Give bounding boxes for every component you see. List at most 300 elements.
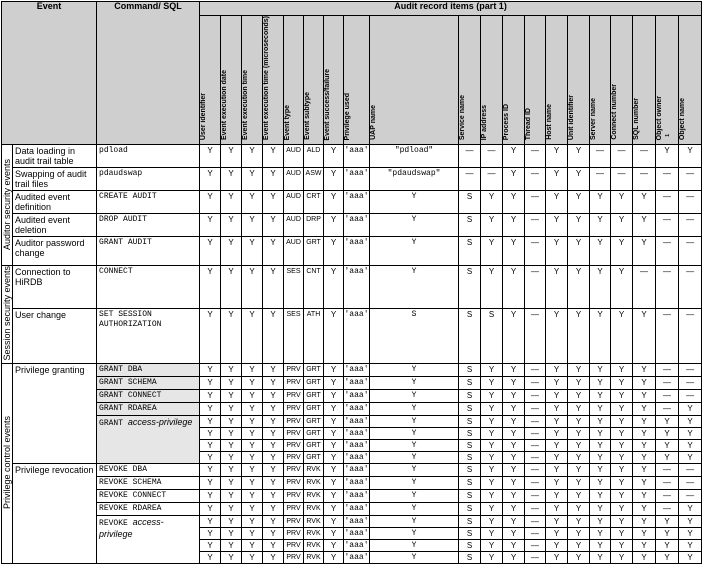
value-cell: Y	[242, 476, 263, 489]
value-cell: Y	[324, 191, 344, 214]
command-cell	[97, 502, 200, 515]
value-cell: GRT	[304, 439, 324, 451]
command-cell	[97, 389, 200, 402]
value-cell: Y	[503, 476, 525, 489]
column-header	[459, 16, 481, 145]
value-cell: Y	[370, 551, 459, 563]
value-cell: Y	[546, 415, 568, 427]
value-cell: —	[656, 309, 679, 363]
column-header-label: Host name	[546, 104, 554, 141]
value-cell: Y	[590, 515, 611, 527]
column-header	[546, 16, 568, 145]
value-cell: PRV	[284, 502, 304, 515]
command-text: GRANT RDAREA	[99, 403, 157, 413]
value-cell: Y	[590, 551, 611, 563]
event-cell: Privilege revocation	[13, 463, 97, 563]
value-cell: Y	[370, 527, 459, 539]
value-cell: Y	[590, 489, 611, 502]
command-cell	[97, 463, 200, 476]
value-cell: Y	[546, 551, 568, 563]
value-cell: Y	[324, 266, 344, 309]
value-cell: Y	[611, 463, 633, 476]
table-body	[2, 145, 702, 564]
value-cell: 'aaa'	[344, 416, 369, 426]
value-cell: Y	[590, 415, 611, 427]
value-cell: SES	[284, 266, 304, 309]
value-cell: Y	[370, 427, 459, 439]
value-cell: Y	[590, 476, 611, 489]
value-cell: Y	[370, 214, 459, 237]
value-cell: Y	[503, 237, 525, 266]
value-cell: S	[459, 402, 481, 415]
command-cell	[97, 191, 200, 214]
value-cell: —	[656, 476, 679, 489]
value-cell: S	[459, 389, 481, 402]
value-cell: S	[459, 551, 481, 563]
value-cell: Y	[503, 168, 525, 191]
value-cell: Y	[633, 463, 656, 476]
value-cell: Y	[370, 237, 459, 266]
value-cell: Y	[242, 415, 263, 427]
value-cell: Y	[546, 476, 568, 489]
value-cell: S	[459, 309, 481, 363]
value-cell: Y	[679, 402, 702, 415]
value-cell: Y	[503, 451, 525, 463]
value-cell: Y	[324, 551, 344, 563]
command-text: GRANT SCHEMA	[99, 377, 157, 387]
column-header-label: Event success/failure	[324, 68, 332, 141]
column-header-label: Process ID	[503, 103, 511, 141]
value-cell: Y	[221, 476, 242, 489]
value-cell: 'aaa'	[344, 402, 370, 415]
value-cell: Y	[221, 402, 242, 415]
value-cell: S	[459, 376, 481, 389]
command-cell	[97, 266, 200, 309]
value-cell: Y	[481, 237, 503, 266]
value-cell: RVK	[304, 463, 324, 476]
value-cell: Y	[503, 527, 525, 539]
value-cell: Y	[221, 427, 242, 439]
value-cell: Y	[324, 363, 344, 376]
value-cell: Y	[679, 515, 702, 527]
value-cell: Y	[503, 214, 525, 237]
value-cell: Y	[679, 145, 702, 168]
column-header-label: Object name	[679, 98, 687, 141]
value-cell: Y	[546, 489, 568, 502]
event-cell: Audited event definition	[13, 191, 97, 214]
value-cell: Y	[481, 476, 503, 489]
command-text: GRANT DBA	[99, 364, 143, 374]
value-cell: PRV	[284, 402, 304, 415]
value-cell: —	[481, 168, 503, 191]
value-cell: RVK	[304, 489, 324, 502]
column-header-label: Event type	[284, 104, 292, 141]
access-privilege-text: access-	[132, 516, 164, 527]
command-cell	[97, 515, 200, 563]
value-cell: 'aaa'	[344, 452, 369, 462]
value-cell: Y	[590, 527, 611, 539]
value-cell: —	[525, 402, 546, 415]
value-cell: Y	[546, 402, 568, 415]
value-cell: GRT	[304, 389, 324, 402]
value-cell: Y	[633, 439, 656, 451]
value-cell: Y	[633, 376, 656, 389]
value-cell: 'aaa'	[344, 376, 370, 389]
audit-items-header: Audit record items (part 1)	[200, 2, 702, 16]
value-cell: S	[459, 266, 481, 309]
value-cell: Y	[633, 191, 656, 214]
value-cell: —	[679, 214, 702, 237]
command-text: GRANT AUDIT	[99, 238, 152, 248]
value-cell: Y	[370, 489, 459, 502]
value-cell: PRV	[284, 527, 304, 539]
column-header	[503, 16, 525, 145]
value-cell: Y	[568, 476, 590, 489]
column-header	[481, 16, 503, 145]
value-cell: Y	[324, 515, 344, 527]
value-cell: Y	[324, 427, 344, 439]
value-cell: Y	[263, 415, 284, 427]
value-cell: Y	[221, 451, 242, 463]
event-cell: Privilege granting	[13, 363, 97, 463]
column-header	[370, 16, 459, 145]
value-cell: Y	[546, 214, 568, 237]
value-cell: Y	[242, 214, 263, 237]
value-cell: —	[525, 363, 546, 376]
column-header	[284, 16, 304, 145]
value-cell: Y	[200, 551, 221, 563]
value-cell: Y	[611, 539, 633, 551]
value-cell: —	[679, 237, 702, 266]
value-cell: Y	[503, 502, 525, 515]
value-cell: Y	[503, 309, 525, 363]
access-privilege-text: privilege	[99, 528, 133, 539]
value-cell: S	[459, 415, 481, 427]
value-cell: RVK	[304, 527, 324, 539]
value-cell: Y	[200, 402, 221, 415]
value-cell: Y	[656, 527, 679, 539]
value-cell: Y	[263, 427, 284, 439]
value-cell: Y	[263, 145, 284, 168]
value-cell: Y	[370, 539, 459, 551]
value-cell: PRV	[284, 389, 304, 402]
value-cell: —	[525, 389, 546, 402]
column-header-label: SQL number	[633, 98, 641, 141]
value-cell: Y	[590, 266, 611, 309]
command-text: GRANT CONNECT	[99, 390, 162, 400]
header-row-1	[2, 2, 702, 16]
value-cell: Y	[568, 266, 590, 309]
value-cell: 'aaa'	[344, 516, 369, 526]
value-cell: Y	[503, 515, 525, 527]
value-cell: Y	[263, 476, 284, 489]
value-cell: Y	[656, 515, 679, 527]
value-cell: Y	[633, 214, 656, 237]
category-label: Privilege control events	[2, 415, 12, 509]
value-cell: Y	[568, 451, 590, 463]
value-cell: Y	[481, 214, 503, 237]
value-cell: Y	[503, 389, 525, 402]
table-row	[2, 515, 702, 527]
value-cell: Y	[200, 515, 221, 527]
column-header-label: Privilege used	[344, 92, 352, 141]
access-privilege-text: access-privilege	[127, 416, 193, 427]
value-cell: 'aaa'	[344, 476, 370, 489]
value-cell: Y	[481, 389, 503, 402]
value-cell: Y	[263, 502, 284, 515]
command-text: REVOKE	[99, 518, 128, 528]
command-text: GRANT	[99, 418, 124, 428]
value-cell: 'aaa'	[344, 552, 369, 562]
value-cell: S	[459, 237, 481, 266]
table-row	[2, 237, 702, 266]
value-cell: Y	[370, 439, 459, 451]
column-header	[304, 16, 324, 145]
value-cell: Y	[546, 237, 568, 266]
value-cell: Y	[200, 376, 221, 389]
value-cell: Y	[568, 539, 590, 551]
value-cell: —	[679, 476, 702, 489]
value-cell: Y	[221, 439, 242, 451]
value-cell: —	[459, 168, 481, 191]
value-cell: 'aaa'	[344, 363, 370, 376]
value-cell: Y	[656, 551, 679, 563]
command-text: REVOKE DBA	[99, 464, 148, 474]
value-cell: PRV	[284, 463, 304, 476]
value-cell: —	[656, 389, 679, 402]
value-cell: Y	[568, 214, 590, 237]
value-cell: PRV	[284, 427, 304, 439]
value-cell: Y	[324, 476, 344, 489]
value-cell: Y	[503, 145, 525, 168]
column-header	[590, 16, 611, 145]
value-cell: Y	[611, 427, 633, 439]
value-cell: Y	[611, 527, 633, 539]
value-cell: Y	[263, 551, 284, 563]
command-text: CREATE AUDIT	[99, 192, 157, 202]
value-cell: Y	[200, 489, 221, 502]
value-cell: 'aaa'	[344, 502, 370, 515]
value-cell: Y	[611, 309, 633, 363]
value-cell: Y	[568, 402, 590, 415]
value-cell: —	[656, 237, 679, 266]
value-cell: Y	[590, 237, 611, 266]
value-cell: Y	[200, 237, 221, 266]
command-cell	[97, 145, 200, 168]
value-cell: Y	[242, 145, 263, 168]
value-cell: Y	[324, 451, 344, 463]
value-cell: Y	[546, 389, 568, 402]
event-header: Event	[2, 2, 97, 145]
column-header	[344, 16, 370, 145]
value-cell: Y	[324, 214, 344, 237]
value-cell: Y	[200, 145, 221, 168]
value-cell: —	[679, 309, 702, 363]
value-cell: Y	[481, 489, 503, 502]
value-cell: Y	[546, 502, 568, 515]
value-cell: Y	[546, 363, 568, 376]
command-cell	[97, 476, 200, 489]
value-cell: Y	[242, 539, 263, 551]
value-cell: S	[370, 309, 459, 363]
value-cell: Y	[611, 502, 633, 515]
value-cell: —	[679, 489, 702, 502]
value-cell: —	[525, 266, 546, 309]
value-cell: Y	[242, 463, 263, 476]
value-cell: 'aaa'	[344, 528, 369, 538]
table-row	[2, 463, 702, 476]
value-cell: —	[481, 145, 503, 168]
value-cell: Y	[221, 415, 242, 427]
column-header	[200, 16, 221, 145]
value-cell: S	[481, 309, 503, 363]
value-cell: Y	[679, 415, 702, 427]
value-cell: Y	[200, 451, 221, 463]
value-cell: Y	[503, 266, 525, 309]
column-header	[221, 16, 242, 145]
value-cell: Y	[242, 191, 263, 214]
value-cell: Y	[370, 502, 459, 515]
footnote-marker: 1	[665, 133, 672, 137]
value-cell: Y	[656, 145, 679, 168]
value-cell: S	[459, 451, 481, 463]
value-cell: Y	[679, 427, 702, 439]
value-cell: Y	[611, 451, 633, 463]
value-cell: Y	[590, 309, 611, 363]
value-cell: —	[656, 266, 679, 309]
value-cell: RVK	[304, 515, 324, 527]
value-cell: Y	[590, 502, 611, 515]
column-header-label: User identifier	[200, 93, 208, 141]
value-cell: Y	[656, 415, 679, 427]
value-cell: AUD	[284, 191, 304, 214]
column-header	[263, 16, 284, 145]
value-cell: 'aaa'	[344, 463, 370, 476]
value-cell: —	[656, 376, 679, 389]
value-cell: Y	[221, 309, 242, 363]
value-cell: S	[459, 214, 481, 237]
category-cell	[2, 266, 13, 364]
value-cell: Y	[263, 376, 284, 389]
command-cell	[97, 363, 200, 376]
value-cell: Y	[242, 376, 263, 389]
value-cell: Y	[200, 415, 221, 427]
value-cell: Y	[633, 237, 656, 266]
value-cell: Y	[370, 515, 459, 527]
value-cell: —	[525, 145, 546, 168]
value-cell: Y	[503, 415, 525, 427]
value-cell: Y	[590, 439, 611, 451]
category-label: Session security events	[2, 266, 12, 361]
table-row	[2, 389, 702, 402]
value-cell: RVK	[304, 502, 324, 515]
value-cell: 'aaa'	[344, 489, 370, 502]
value-cell: PRV	[284, 415, 304, 427]
value-cell: —	[679, 266, 702, 309]
value-cell: Y	[221, 463, 242, 476]
value-cell: Y	[221, 539, 242, 551]
value-cell: Y	[324, 145, 344, 168]
value-cell: GRT	[304, 415, 324, 427]
value-cell: Y	[503, 427, 525, 439]
value-cell: —	[459, 145, 481, 168]
value-cell: AUD	[284, 168, 304, 191]
table-row	[2, 476, 702, 489]
command-cell	[97, 237, 200, 266]
table-row	[2, 214, 702, 237]
command-cell	[97, 214, 200, 237]
value-cell: Y	[263, 191, 284, 214]
value-cell: RVK	[304, 539, 324, 551]
value-cell: —	[656, 191, 679, 214]
value-cell: Y	[611, 476, 633, 489]
value-cell: Y	[481, 502, 503, 515]
category-cell	[2, 363, 13, 563]
value-cell: Y	[242, 439, 263, 451]
value-cell: Y	[263, 237, 284, 266]
value-cell: Y	[263, 527, 284, 539]
value-cell: Y	[481, 527, 503, 539]
value-cell: Y	[633, 363, 656, 376]
value-cell: Y	[263, 402, 284, 415]
value-cell: Y	[611, 415, 633, 427]
value-cell: Y	[370, 402, 459, 415]
value-cell: Y	[611, 237, 633, 266]
value-cell: Y	[611, 214, 633, 237]
value-cell: Y	[633, 527, 656, 539]
value-cell: Y	[546, 191, 568, 214]
value-cell: Y	[481, 402, 503, 415]
command-text: AUTHORIZATION	[99, 320, 162, 330]
value-cell: Y	[611, 439, 633, 451]
value-cell: Y	[481, 463, 503, 476]
table-row	[2, 145, 702, 168]
value-cell: Y	[200, 502, 221, 515]
value-cell: 'aaa'	[344, 389, 370, 402]
command-text: pdload	[99, 146, 128, 156]
value-cell: PRV	[284, 451, 304, 463]
value-cell: Y	[370, 363, 459, 376]
value-cell: —	[525, 502, 546, 515]
value-cell: Y	[568, 515, 590, 527]
value-cell: Y	[590, 363, 611, 376]
command-text: DROP AUDIT	[99, 215, 148, 225]
value-cell: Y	[242, 451, 263, 463]
value-cell: Y	[633, 515, 656, 527]
value-cell: GRT	[304, 427, 324, 439]
column-header-label: IP address	[481, 104, 489, 141]
value-cell: Y	[221, 266, 242, 309]
value-cell: Y	[324, 402, 344, 415]
value-cell: Y	[370, 376, 459, 389]
value-cell: GRT	[304, 402, 324, 415]
value-cell: PRV	[284, 363, 304, 376]
value-cell: Y	[200, 309, 221, 363]
value-cell: Y	[568, 168, 590, 191]
value-cell: Y	[221, 489, 242, 502]
value-cell: Y	[242, 237, 263, 266]
value-cell: —	[590, 145, 611, 168]
value-cell: Y	[221, 363, 242, 376]
value-cell: Y	[503, 539, 525, 551]
command-text: pdaudswap	[99, 169, 143, 179]
column-header	[242, 16, 263, 145]
value-cell: "pdaudswap"	[370, 168, 459, 191]
column-header	[633, 16, 656, 145]
value-cell: S	[459, 502, 481, 515]
value-cell: PRV	[284, 476, 304, 489]
value-cell: —	[656, 363, 679, 376]
